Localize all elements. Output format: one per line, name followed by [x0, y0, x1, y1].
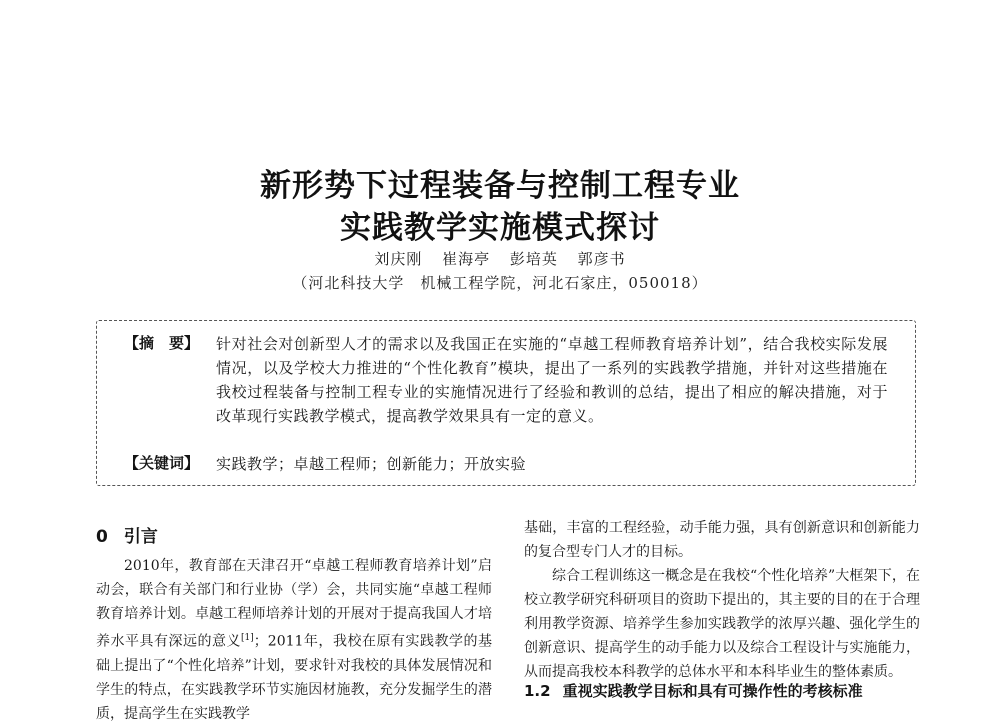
intro-paragraph-left [96, 554, 492, 726]
right-column-paragraph-2: 综合工程训练这一概念是在我校“个性化培养”大框架下，在校立教学研究科研项目的资助下提出的，其主要的目的在于合理利用教学资源、培养学生参加实践教学的浓厚兴趣、强化学生的创新意识、提高学生的动手能力以及综合工程设计与实施能力，从而提高我校本科教学的总体水平和本科毕业生的整体素质。 [524, 568, 920, 680]
author-list: 刘庆刚 崔海亭 彭培英 郭彦书 [374, 250, 626, 268]
author-affiliation: （河北科技大学 机械工程学院，河北石家庄，050018） [292, 274, 708, 292]
subsection-title: 重视实践教学目标和具有可操作性的考核标准 [562, 682, 863, 700]
paper-title-line-1: 新形势下过程装备与控制工程专业 [260, 168, 740, 204]
section-title: 引言 [123, 527, 158, 547]
section-heading-introduction [96, 522, 158, 547]
subsection-heading [524, 680, 863, 701]
abstract-label: 【摘 要】 [124, 334, 200, 352]
subsection-number: 1.2 [524, 682, 551, 700]
citation-ref: [1] [241, 633, 254, 643]
keywords-label: 【关键词】 [124, 454, 200, 472]
intro-text-part-2: ；2011年，我校在原有实践教学的基础上提出了“个性化培养”计划，要求针对我校的具体发展情况和学生的特点，在实践教学环节实施因材施教，充分发掘学生的潜质，提高学生在实践教学 [96, 633, 492, 722]
section-number: 0 [96, 527, 108, 547]
keywords-text: 实践教学；卓越工程师；创新能力；开放实验 [216, 455, 527, 473]
paper-title-line-2: 实践教学实施模式探讨 [340, 210, 660, 246]
intro-text-part-1: 2010年，教育部在天津召开“卓越工程师教育培养计划”启动会，联合有关部门和行业协（学）会，共同实施“卓越工程师教育培养计划。卓越工程师培养计划的开展对于提高我国人才培养水平具有深远的意义 [96, 558, 492, 650]
right-column-paragraph-1: 基础，丰富的工程经验，动手能力强，具有创新意识和创新能力的复合型专门人才的目标。 [524, 520, 920, 560]
abstract-text: 针对社会对创新型人才的需求以及我国正在实施的“卓越工程师教育培养计划”，结合我校实际发展情况，以及学校大力推进的“个性化教育”模块，提出了一系列的实践教学措施，并针对这些措施在我校过程装备与控制工程专业的实施情况进行了经验和教训的总结，提出了相应的解决措施，对于改革现行实践教学模式，提高教学效果具有一定的意义。 [216, 335, 888, 425]
